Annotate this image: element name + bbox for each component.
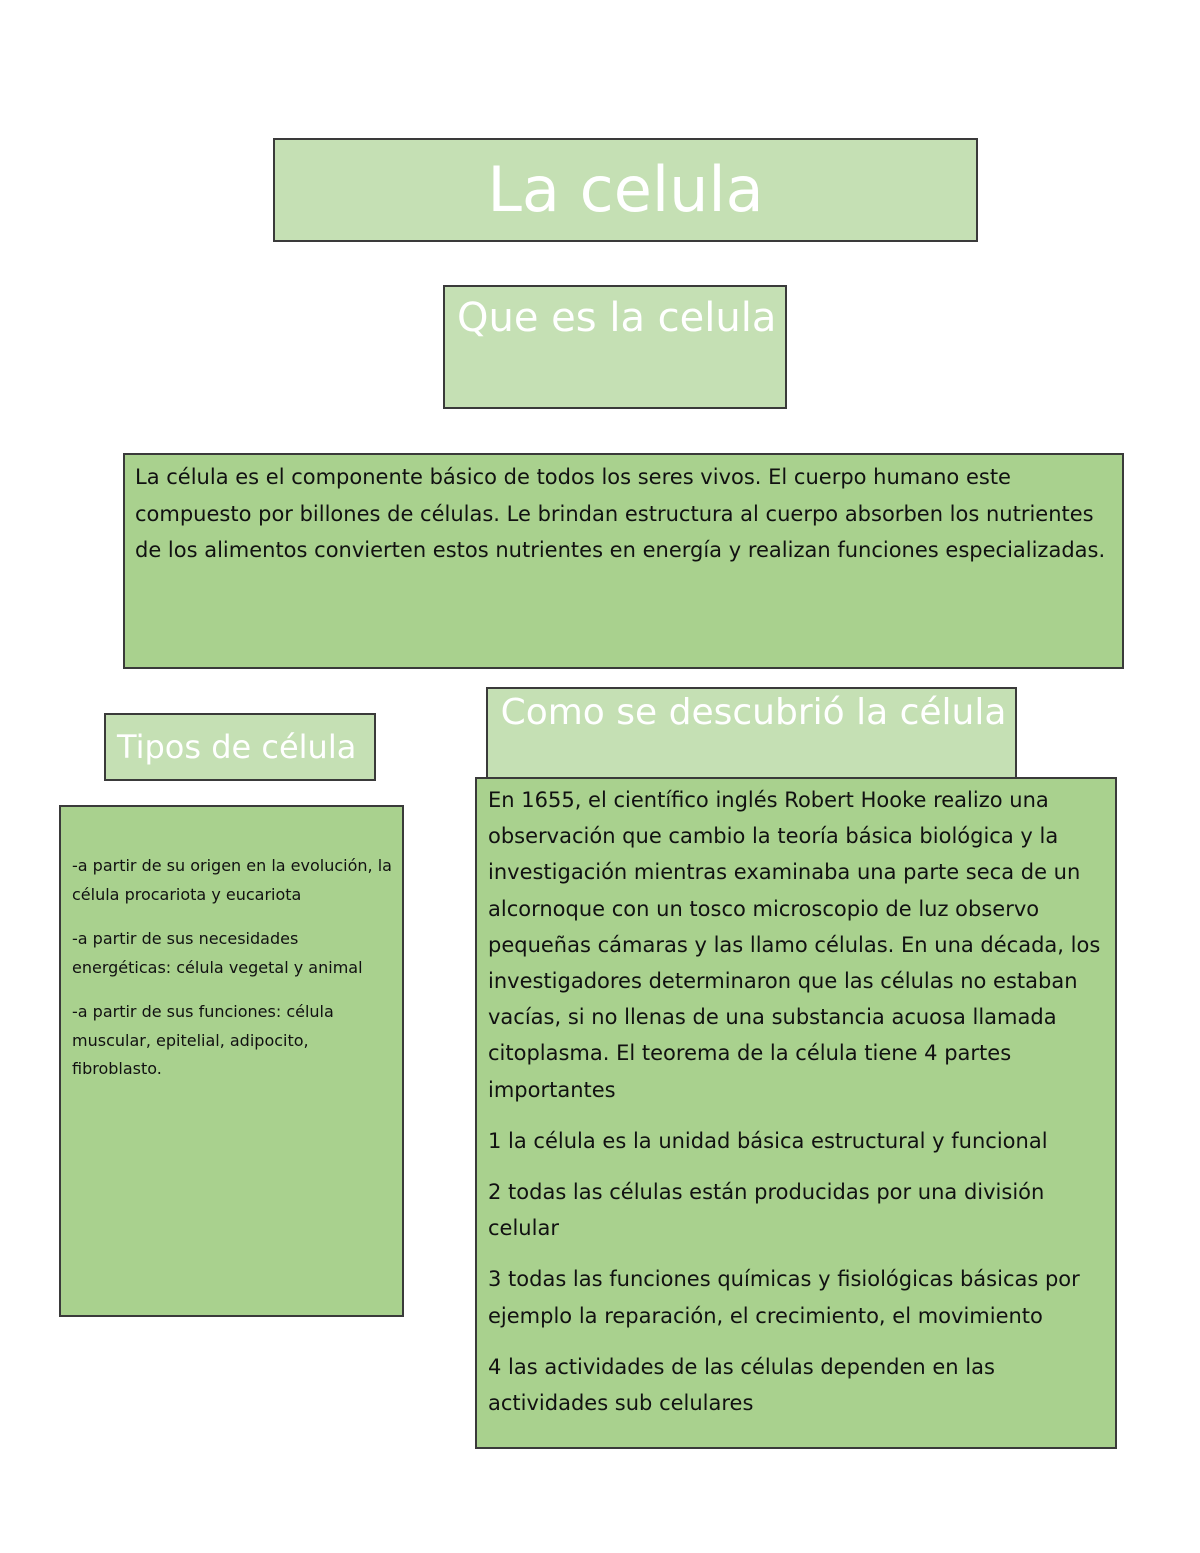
types-heading-box	[104, 713, 376, 781]
discovery-point: 1 la célula es la unidad básica estructural y funcional	[488, 1128, 1048, 1153]
page-title: La celula	[487, 153, 764, 226]
discovery-heading: Como se descubrió la célula	[500, 692, 1007, 733]
types-list	[72, 852, 394, 1100]
what-is-heading: Que es la celula	[457, 295, 777, 341]
types-item: -a partir de sus necesidades energéticas: célula vegetal y animal	[72, 929, 363, 977]
discovery-point: 3 todas las funciones químicas y fisiológicas básicas por ejemplo la reparación, el crecimiento, el movimiento	[488, 1267, 1080, 1328]
discovery-content	[488, 782, 1108, 1436]
types-item: -a partir de su origen en la evolución, la célula procariota y eucariota	[72, 856, 392, 904]
title-box	[273, 138, 978, 242]
types-heading: Tipos de célula	[117, 728, 357, 766]
discovery-box	[475, 777, 1117, 1449]
discovery-intro: En 1655, el científico inglés Robert Hooke realizo una observación que cambio la teoría básica biológica y la investigación mientras examinaba una parte seca de un alcornoque con un tosco microscopio de luz observo pequeñas cámaras y las llamo células. En una década, los investigadores determinaron que las células no estaban vacías, si no llenas de una substancia acuosa llamada citoplasma. El teorema de la célula tiene 4 partes importantes	[488, 788, 1101, 1102]
definition-box	[123, 453, 1124, 669]
discovery-point: 2 todas las células están producidas por una división celular	[488, 1180, 1045, 1241]
types-box	[59, 805, 404, 1317]
what-is-heading-box	[443, 285, 787, 409]
definition-text: La célula es el componente básico de todos los seres vivos. El cuerpo humano este compuesto por billones de células. Le brindan estructura al cuerpo absorben los nutrientes de los alimentos convierten estos nutrientes en energía y realizan funciones especializadas.	[135, 465, 1106, 562]
discovery-heading-box	[486, 687, 1017, 779]
discovery-point: 4 las actividades de las células dependen en las actividades sub celulares	[488, 1354, 995, 1416]
types-item: -a partir de sus funciones: célula muscular, epitelial, adipocito, fibroblasto.	[72, 1002, 334, 1078]
